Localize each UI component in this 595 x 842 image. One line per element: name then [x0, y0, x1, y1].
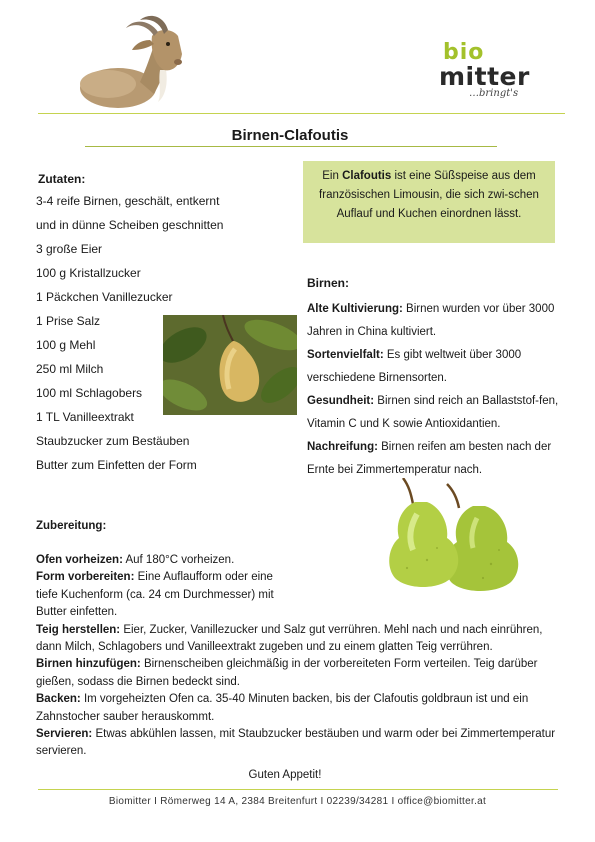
ingredient-item: 1 Prise Salz [36, 314, 101, 328]
step-label: Form vorbereiten: [36, 571, 135, 584]
fact-label: Gesundheit: [307, 395, 375, 407]
ingredient-item: 100 g Kristallzucker [36, 266, 141, 280]
fact-item [307, 298, 565, 344]
pear-tree-illustration [163, 315, 297, 415]
ingredient-item: und in dünne Scheiben geschnitten [36, 218, 224, 232]
step-label: Teig herstellen: [36, 623, 121, 636]
step-text: Etwas abkühlen lassen, mit Staubzucker bestäuben und warm oder bei Zimmertemperatur servieren. [36, 728, 556, 758]
fact-item [307, 390, 565, 436]
fact-text: Es gibt weltweit über 3000 verschiedene Birnensorten. [307, 349, 522, 384]
step-text: Eier, Zucker, Vanillezucker und Salz gut verrühren. Mehl nach und nach einrühren, dann Milch, Schlagobers und Vanilleextrakt zugeben und zu einem glatten Teig verrühren. [36, 623, 543, 654]
clafoutis-info-box [303, 161, 555, 243]
fact-label: Nachreifung: [307, 441, 378, 453]
facts-heading: Birnen: [307, 276, 349, 290]
step-item [36, 622, 566, 657]
header-divider [38, 113, 565, 114]
infobox-text: ist eine Süßspeise aus dem französischen Limousin, die sich zwi-schen Auflauf und Kuchen einordnen lässt. [319, 170, 539, 220]
ingredient-item: 3-4 reife Birnen, geschält, entkernt [36, 194, 220, 208]
preparation-steps [36, 552, 566, 761]
step-label: Ofen vorheizen: [36, 554, 123, 566]
ingredient-item: 3 große Eier [36, 242, 103, 256]
infobox-prefix: Ein [322, 170, 343, 182]
fact-label: Alte Kultivierung: [307, 303, 403, 315]
ingredient-item: 100 g Mehl [36, 338, 96, 352]
step-item [36, 726, 566, 761]
ingredient-item: 250 ml Milch [36, 362, 104, 376]
goat-photo [78, 10, 198, 110]
logo-mitter-text: mitter [439, 62, 530, 91]
fact-item [307, 436, 565, 482]
logo-tagline: …bringt's [469, 88, 519, 99]
step-item [36, 569, 296, 621]
pear-facts [307, 298, 565, 482]
step-item [36, 691, 566, 726]
step-text: Birnenscheiben gleichmäßig in der vorbereiteten Form verteilen. Teig darüber gießen, sodass die Birnen bedeckt sind. [36, 658, 538, 688]
infobox-highlight: Clafoutis [342, 170, 392, 182]
fact-text: Birnen reifen am besten nach der Ernte bei Zimmertemperatur nach. [307, 441, 552, 476]
goat-illustration [78, 10, 198, 110]
closing-text: Guten Appetit! [248, 769, 322, 781]
logo-bio-text: bio [443, 40, 485, 65]
ingredient-item: 1 Päckchen Vanillezucker [36, 290, 173, 304]
pear-tree-photo [163, 315, 297, 415]
step-text: Eine Auflaufform oder eine tiefe Kuchenform (ca. 24 cm Durchmesser) mit Butter einfetten. [36, 571, 274, 619]
ingredients-heading: Zutaten: [38, 172, 86, 186]
ingredient-item: 100 ml Schlagobers [36, 386, 143, 400]
ingredient-item: 1 TL Vanilleextrakt [36, 410, 134, 424]
title-underline [85, 146, 497, 147]
step-label: Backen: [36, 693, 81, 706]
step-label: Birnen hinzufügen: [36, 658, 141, 671]
footer-contact: Biomitter I Römerweg 14 A, 2384 Breitenfurt I 02239/34281 I office@biomitter.at [108, 796, 487, 807]
fact-label: Sortenvielfalt: [307, 349, 384, 361]
page-title: Birnen-Clafoutis [231, 127, 349, 144]
biomitter-logo [437, 40, 547, 108]
step-text: Auf 180°C vorheizen. [122, 554, 235, 566]
step-item [36, 656, 566, 691]
footer-divider [38, 789, 558, 790]
fact-item [307, 344, 565, 390]
step-item [36, 552, 566, 569]
ingredient-item: Butter zum Einfetten der Form [36, 458, 197, 472]
ingredient-item: Staubzucker zum Bestäuben [36, 434, 190, 448]
preparation-heading: Zubereitung: [36, 520, 107, 532]
fact-text: Birnen sind reich an Ballaststof-fen, Vitamin C und K sowie Antioxidantien. [307, 395, 559, 430]
fact-text: Birnen wurden vor über 3000 Jahren in China kultiviert. [307, 303, 555, 338]
step-label: Servieren: [36, 728, 93, 741]
step-text: Im vorgeheizten Ofen ca. 35-40 Minuten backen, bis der Clafoutis goldbraun ist und ein Zahnstocher sauber herauskommt. [36, 693, 529, 723]
